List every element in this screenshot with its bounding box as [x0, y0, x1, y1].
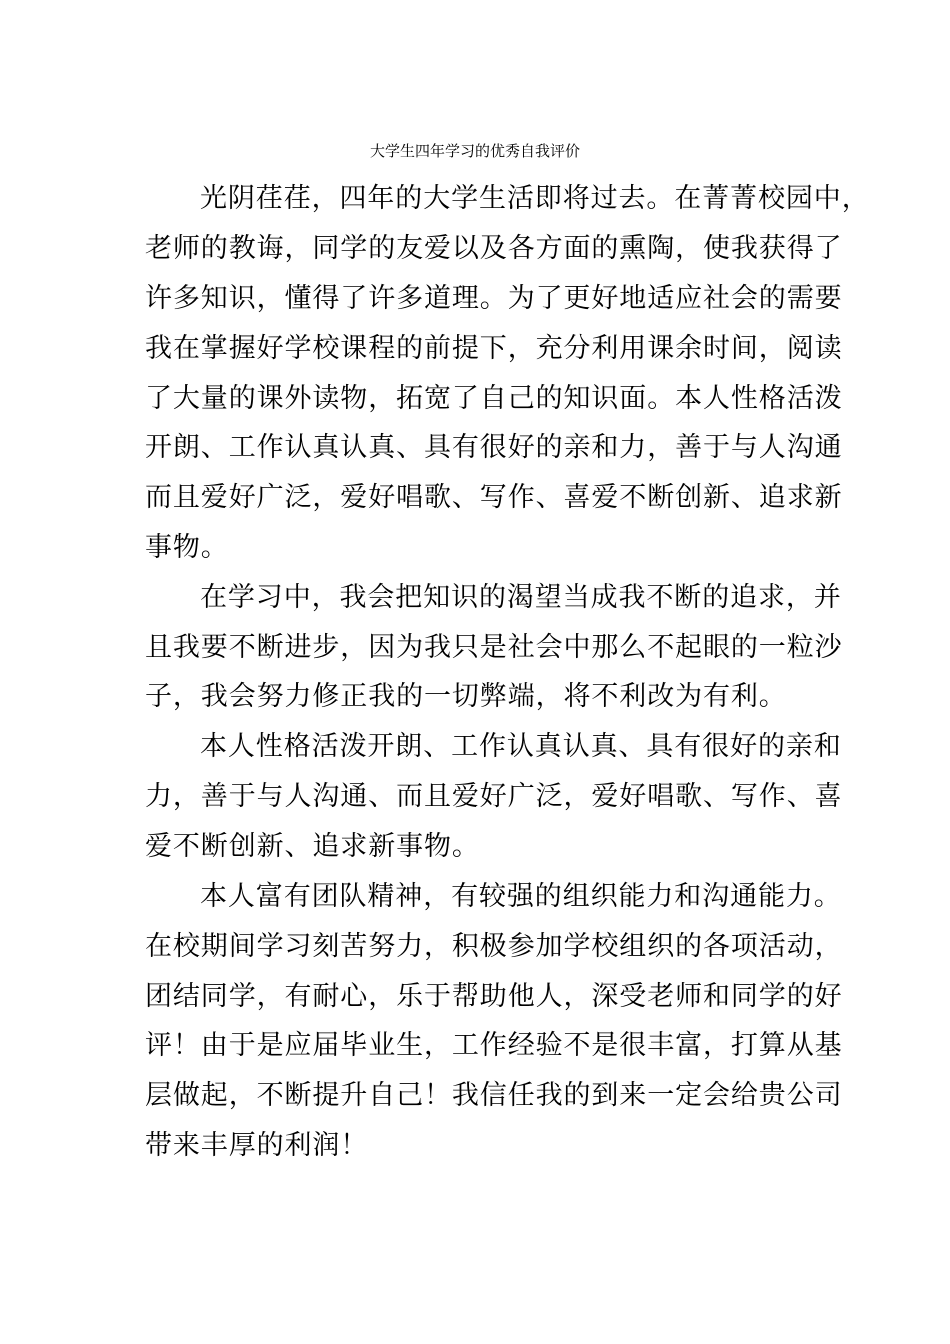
- document-title: 大学生四年学习的优秀自我评价: [369, 142, 580, 160]
- paragraph-2-line-3: 子，我会努力修正我的一切弊端，将不利改为有利。: [145, 681, 787, 712]
- paragraph-4-line-2: 在校期间学习刻苦努力，积极参加学校组织的各项活动，: [145, 931, 843, 962]
- paragraph-1-line-5: 了大量的课外读物，拓宽了自己的知识面。本人性格活泼: [145, 383, 843, 414]
- paragraph-1-line-6: 开朗、工作认真认真、具有很好的亲和力，善于与人沟通: [145, 432, 843, 463]
- paragraph-3-line-2: 力，善于与人沟通、而且爱好广泛，爱好唱歌、写作、喜: [145, 781, 843, 812]
- paragraph-4-line-3: 团结同学，有耐心，乐于帮助他人，深受老师和同学的好: [145, 981, 843, 1012]
- paragraph-4-line-1: 本人富有团队精神，有较强的组织能力和沟通能力。: [200, 881, 842, 912]
- paragraph-4-line-5: 层做起，不断提升自己！我信任我的到来一定会给贵公司: [145, 1080, 843, 1111]
- paragraph-3-line-1: 本人性格活泼开朗、工作认真认真、具有很好的亲和: [200, 731, 842, 762]
- paragraph-1-line-7: 而且爱好广泛，爱好唱歌、写作、喜爱不断创新、追求新: [145, 482, 843, 513]
- paragraph-2-line-2: 且我要不断进步，因为我只是社会中那么不起眼的一粒沙: [145, 632, 843, 663]
- paragraph-2-line-1: 在学习中，我会把知识的渴望当成我不断的追求，并: [200, 582, 842, 613]
- paragraph-1-line-1: 光阴荏荏，四年的大学生活即将过去。在菁菁校园中，: [200, 183, 870, 214]
- paragraph-1-line-3: 许多知识，懂得了许多道理。为了更好地适应社会的需要: [145, 283, 843, 314]
- paragraph-4-line-6: 带来丰厚的利润！: [145, 1130, 369, 1161]
- paragraph-4-line-4: 评！由于是应届毕业生，工作经验不是很丰富，打算从基: [145, 1030, 843, 1061]
- paragraph-1-line-2: 老师的教诲，同学的友爱以及各方面的熏陶，使我获得了: [145, 233, 843, 264]
- paragraph-1-line-4: 我在掌握好学校课程的前提下，充分利用课余时间，阅读: [145, 333, 843, 364]
- paragraph-3-line-3: 爱不断创新、追求新事物。: [145, 831, 480, 862]
- paragraph-1-line-8: 事物。: [145, 532, 229, 563]
